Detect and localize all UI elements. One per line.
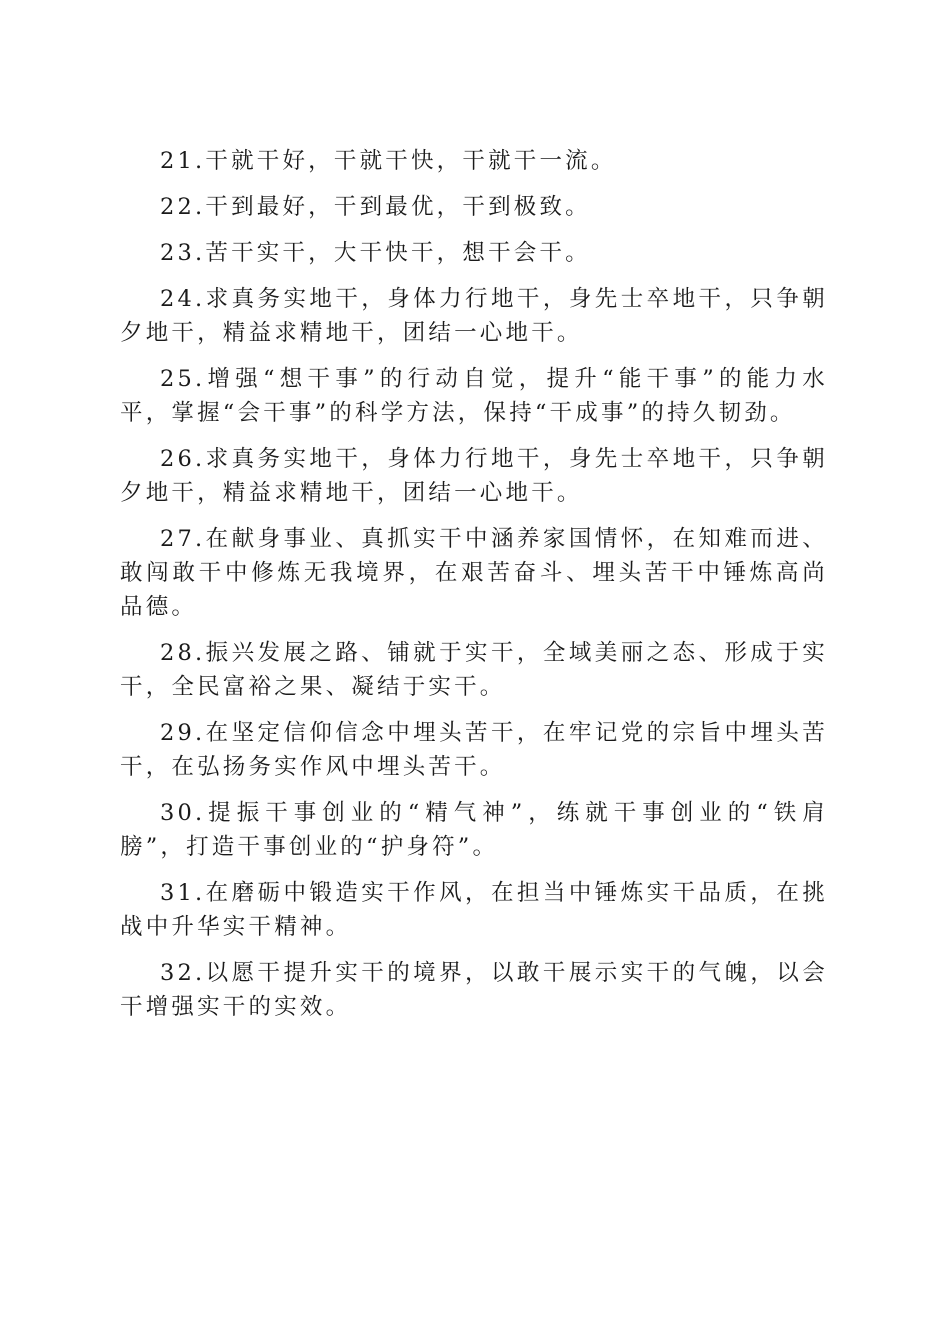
paragraph-26: 26.求真务实地干，身体力行地干，身先士卒地干，只争朝夕地干，精益求精地干，团结一心地干。 (120, 446, 828, 506)
paragraph-29: 29.在坚定信仰信念中埋头苦干，在牢记党的宗旨中埋头苦干，在弘扬务实作风中埋头苦干。 (120, 720, 828, 780)
paragraph-25: 25.增强“想干事”的行动自觉，提升“能干事”的能力水平，掌握“会干事”的科学方法，保持“干成事”的持久韧劲。 (120, 366, 828, 426)
paragraph-28: 28.振兴发展之路、铺就于实干，全域美丽之态、形成于实干，全民富裕之果、凝结于实干。 (120, 640, 828, 700)
paragraph-31: 31.在磨砺中锻造实干作风，在担当中锤炼实干品质，在挑战中升华实干精神。 (120, 880, 828, 940)
paragraph-30: 30.提振干事创业的“精气神”，练就干事创业的“铁肩膀”，打造干事创业的“护身符”。 (120, 800, 828, 860)
paragraph-23: 23.苦干实干，大干快干，想干会干。 (160, 240, 591, 266)
paragraph-22: 22.干到最好，干到最优，干到极致。 (160, 194, 591, 220)
paragraph-24: 24.求真务实地干，身体力行地干，身先士卒地干，只争朝夕地干，精益求精地干，团结一心地干。 (120, 286, 828, 346)
paragraph-21: 21.干就干好，干就干快，干就干一流。 (160, 148, 617, 174)
document-body (120, 144, 828, 1036)
paragraph-32: 32.以愿干提升实干的境界，以敢干展示实干的气魄，以会干增强实干的实效。 (120, 960, 828, 1020)
paragraph-27: 27.在献身事业、真抓实干中涵养家国情怀，在知难而进、敢闯敢干中修炼无我境界，在艰苦奋斗、埋头苦干中锤炼高尚品德。 (120, 526, 828, 620)
